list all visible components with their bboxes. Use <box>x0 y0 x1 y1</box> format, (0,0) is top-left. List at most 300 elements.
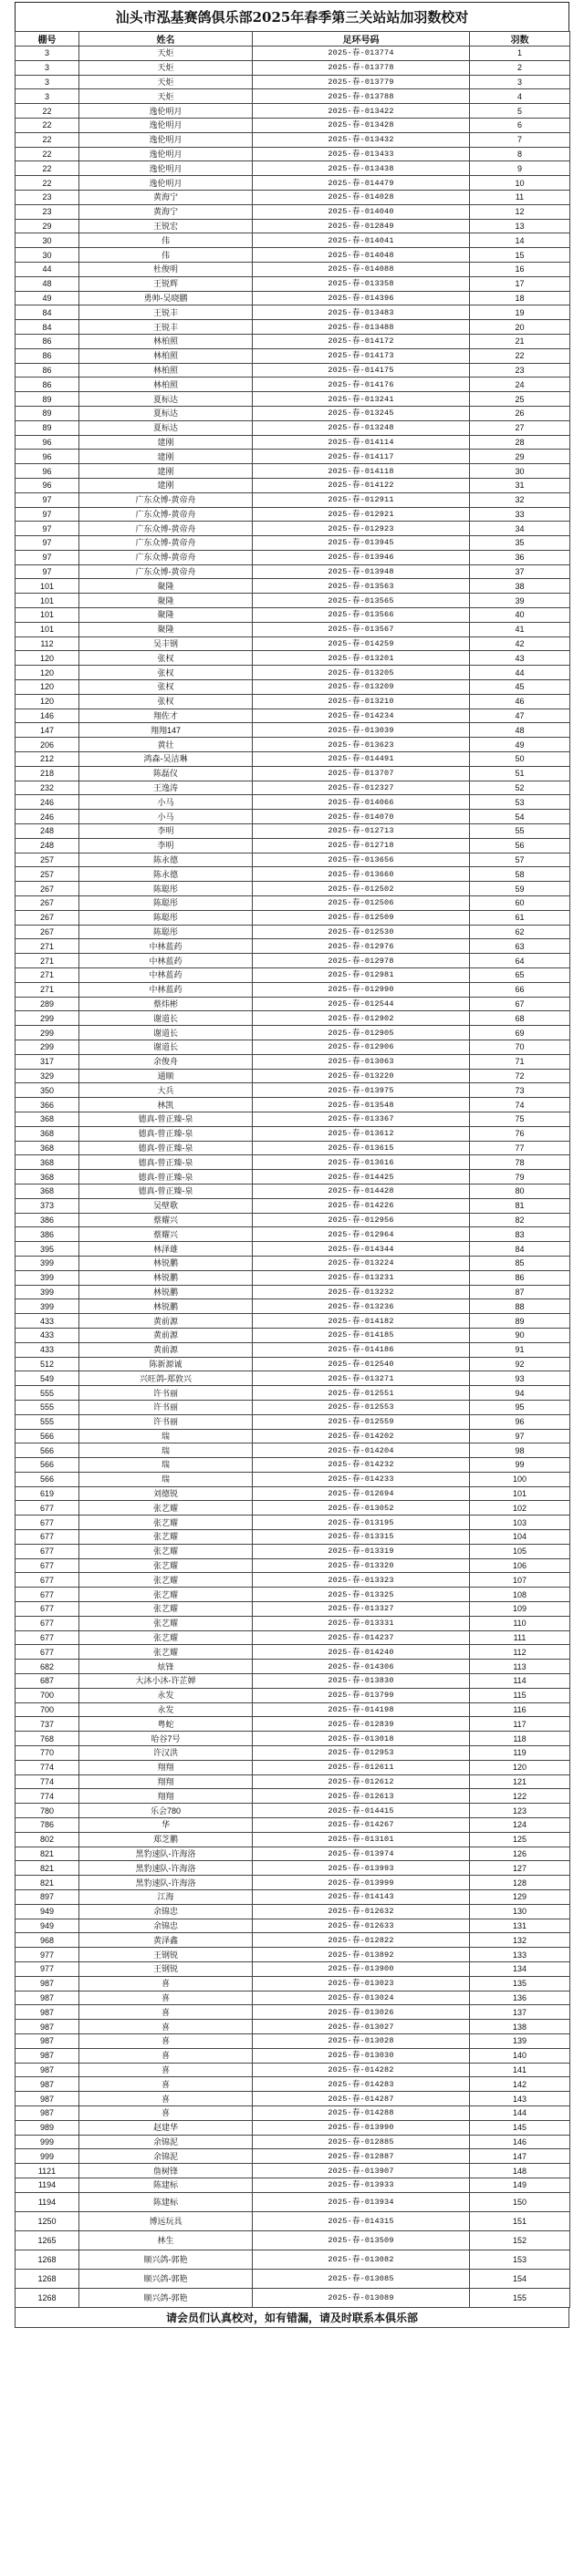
name-cell: 伟 <box>79 233 253 248</box>
count-cell: 31 <box>470 478 570 492</box>
count-cell: 98 <box>470 1443 570 1458</box>
name-cell: 广东众博-黄帝舟 <box>79 522 253 536</box>
loft-number-cell: 555 <box>16 1400 79 1414</box>
loft-number-cell: 687 <box>16 1674 79 1689</box>
table-row <box>16 47 570 61</box>
name-cell: 喜 <box>79 1976 253 1991</box>
table-row <box>16 1299 570 1314</box>
ring-number-cell: 2025-春-013323 <box>253 1573 470 1588</box>
name-cell: 黄泽鑫 <box>79 1933 253 1948</box>
ring-number-cell: 2025-春-013232 <box>253 1285 470 1299</box>
ring-number-cell: 2025-春-012976 <box>253 939 470 954</box>
ring-number-cell: 2025-春-012559 <box>253 1414 470 1429</box>
count-cell: 137 <box>470 2005 570 2020</box>
ring-number-cell: 2025-春-013656 <box>253 853 470 867</box>
loft-number-cell: 112 <box>16 636 79 651</box>
name-cell: 德真-曾正臻-泉 <box>79 1126 253 1141</box>
loft-number-cell: 1194 <box>16 2192 79 2211</box>
table-row <box>16 824 570 839</box>
loft-number-cell: 299 <box>16 1011 79 1026</box>
count-cell: 40 <box>470 608 570 623</box>
table-row <box>16 1660 570 1674</box>
count-cell: 18 <box>470 291 570 305</box>
header-count: 羽数 <box>470 32 570 47</box>
name-cell: 聚隆 <box>79 579 253 594</box>
count-cell: 2 <box>470 60 570 75</box>
ring-number-cell: 2025-春-014234 <box>253 709 470 723</box>
name-cell: 逸伦明月 <box>79 118 253 132</box>
loft-number-cell: 22 <box>16 118 79 132</box>
count-cell: 136 <box>470 1991 570 2005</box>
name-cell: 顺兴鸽-郭艳 <box>79 2269 253 2288</box>
loft-number-cell: 677 <box>16 1501 79 1516</box>
count-cell: 41 <box>470 622 570 636</box>
loft-number-cell: 977 <box>16 1961 79 1976</box>
table-row <box>16 896 570 911</box>
table-row <box>16 2192 570 2211</box>
count-cell: 30 <box>470 464 570 479</box>
table-row <box>16 2077 570 2092</box>
count-cell: 91 <box>470 1342 570 1357</box>
loft-number-cell: 549 <box>16 1371 79 1386</box>
count-cell: 12 <box>470 204 570 219</box>
count-cell: 150 <box>470 2192 570 2211</box>
table-row <box>16 378 570 392</box>
count-cell: 5 <box>470 104 570 119</box>
ring-number-cell: 2025-春-014182 <box>253 1314 470 1329</box>
ring-number-cell: 2025-春-013438 <box>253 161 470 176</box>
name-cell: 小马 <box>79 810 253 824</box>
table-row <box>16 204 570 219</box>
count-cell: 96 <box>470 1414 570 1429</box>
count-cell: 55 <box>470 824 570 839</box>
ring-number-cell: 2025-春-013358 <box>253 276 470 291</box>
count-cell: 138 <box>470 2020 570 2034</box>
count-cell: 153 <box>470 2250 570 2269</box>
count-cell: 122 <box>470 1789 570 1804</box>
loft-number-cell: 999 <box>16 2135 79 2149</box>
loft-number-cell: 267 <box>16 910 79 925</box>
ring-number-cell: 2025-春-014415 <box>253 1804 470 1818</box>
count-cell: 94 <box>470 1386 570 1401</box>
table-row <box>16 75 570 89</box>
name-cell: 博远玩具 <box>79 2211 253 2230</box>
loft-number-cell: 22 <box>16 132 79 147</box>
count-cell: 147 <box>470 2149 570 2164</box>
name-cell: 张艺耀 <box>79 1630 253 1645</box>
ring-number-cell: 2025-春-013195 <box>253 1516 470 1530</box>
name-cell: 喜 <box>79 2077 253 2092</box>
loft-number-cell: 987 <box>16 2048 79 2063</box>
loft-number-cell: 96 <box>16 435 79 450</box>
table-row <box>16 1702 570 1717</box>
count-cell: 63 <box>470 939 570 954</box>
loft-number-cell: 512 <box>16 1357 79 1371</box>
ring-number-cell: 2025-春-014306 <box>253 1660 470 1674</box>
table-row <box>16 738 570 752</box>
ring-number-cell: 2025-春-013933 <box>253 2178 470 2192</box>
loft-number-cell: 212 <box>16 752 79 767</box>
name-cell: 陈建标 <box>79 2178 253 2192</box>
table-row <box>16 1472 570 1486</box>
loft-number-cell: 774 <box>16 1789 79 1804</box>
ring-number-cell: 2025-春-014118 <box>253 464 470 479</box>
table-row <box>16 2178 570 2192</box>
table-row <box>16 680 570 695</box>
table-row <box>16 954 570 968</box>
count-cell: 124 <box>470 1818 570 1833</box>
ring-number-cell: 2025-春-014175 <box>253 363 470 378</box>
count-cell: 56 <box>470 838 570 853</box>
name-cell: 德真-曾正臻-泉 <box>79 1112 253 1126</box>
name-cell: 郑芝鹏 <box>79 1832 253 1847</box>
table-row <box>16 1804 570 1818</box>
name-cell: 陈永德 <box>79 853 253 867</box>
loft-number-cell: 89 <box>16 406 79 420</box>
table-row <box>16 1170 570 1185</box>
count-cell: 140 <box>470 2048 570 2063</box>
ring-number-cell: 2025-春-012849 <box>253 219 470 233</box>
ring-number-cell: 2025-春-012902 <box>253 1011 470 1026</box>
ring-number-cell: 2025-春-013224 <box>253 1256 470 1270</box>
count-cell: 112 <box>470 1645 570 1660</box>
table-row <box>16 867 570 882</box>
table-row <box>16 838 570 853</box>
count-cell: 19 <box>470 305 570 320</box>
ring-number-cell: 2025-春-014088 <box>253 262 470 276</box>
name-cell: 刘德锐 <box>79 1486 253 1501</box>
ring-number-cell: 2025-春-013026 <box>253 2005 470 2020</box>
loft-number-cell: 786 <box>16 1818 79 1833</box>
ring-number-cell: 2025-春-013027 <box>253 2020 470 2034</box>
ring-number-cell: 2025-春-013548 <box>253 1098 470 1112</box>
table-row <box>16 910 570 925</box>
ring-number-cell: 2025-春-012613 <box>253 1789 470 1804</box>
table-row <box>16 564 570 579</box>
loft-number-cell: 97 <box>16 564 79 579</box>
ring-number-cell: 2025-春-013367 <box>253 1112 470 1126</box>
loft-number-cell: 1268 <box>16 2269 79 2288</box>
name-cell: 喜 <box>79 2020 253 2034</box>
count-cell: 87 <box>470 1285 570 1299</box>
count-cell: 78 <box>470 1155 570 1170</box>
loft-number-cell: 48 <box>16 276 79 291</box>
table-row <box>16 1242 570 1257</box>
loft-number-cell: 999 <box>16 2149 79 2164</box>
table-row <box>16 550 570 564</box>
name-cell: 吴壁歌 <box>79 1198 253 1213</box>
loft-number-cell: 368 <box>16 1184 79 1198</box>
loft-number-cell: 218 <box>16 766 79 781</box>
name-cell: 张艺耀 <box>79 1516 253 1530</box>
loft-number-cell: 232 <box>16 781 79 795</box>
ring-number-cell: 2025-春-014186 <box>253 1342 470 1357</box>
ring-number-cell: 2025-春-013660 <box>253 867 470 882</box>
table-row <box>16 1342 570 1357</box>
loft-number-cell: 987 <box>16 2105 79 2120</box>
ring-number-cell: 2025-春-012911 <box>253 492 470 507</box>
name-cell: 瑞 <box>79 1429 253 1443</box>
ring-number-cell: 2025-春-013946 <box>253 550 470 564</box>
count-cell: 74 <box>470 1098 570 1112</box>
loft-number-cell: 399 <box>16 1285 79 1299</box>
count-cell: 62 <box>470 925 570 939</box>
count-cell: 20 <box>470 320 570 335</box>
loft-number-cell: 433 <box>16 1328 79 1342</box>
name-cell: 黄海宁 <box>79 204 253 219</box>
loft-number-cell: 368 <box>16 1170 79 1185</box>
table-row <box>16 1991 570 2005</box>
loft-number-cell: 1250 <box>16 2211 79 2230</box>
count-cell: 83 <box>470 1227 570 1242</box>
name-cell: 逸伦明月 <box>79 161 253 176</box>
table-row <box>16 1948 570 1962</box>
name-cell: 王锐辉 <box>79 276 253 291</box>
ring-number-cell: 2025-春-013319 <box>253 1544 470 1558</box>
loft-number-cell: 677 <box>16 1558 79 1573</box>
ring-number-cell: 2025-春-014283 <box>253 2077 470 2092</box>
table-row <box>16 1054 570 1069</box>
ring-number-cell: 2025-春-014070 <box>253 810 470 824</box>
name-cell: 林锐鹏 <box>79 1299 253 1314</box>
count-cell: 23 <box>470 363 570 378</box>
loft-number-cell: 987 <box>16 1991 79 2005</box>
ring-number-cell: 2025-春-013063 <box>253 1054 470 1069</box>
count-cell: 113 <box>470 1660 570 1674</box>
ring-number-cell: 2025-春-013830 <box>253 1674 470 1689</box>
count-cell: 38 <box>470 579 570 594</box>
ring-number-cell: 2025-春-012953 <box>253 1746 470 1761</box>
count-cell: 115 <box>470 1688 570 1702</box>
name-cell: 炫锋 <box>79 1660 253 1674</box>
loft-number-cell: 84 <box>16 320 79 335</box>
table-row <box>16 1847 570 1861</box>
name-cell: 陈聪彤 <box>79 925 253 939</box>
loft-number-cell: 949 <box>16 1919 79 1933</box>
loft-number-cell: 30 <box>16 248 79 263</box>
results-table <box>15 31 570 2308</box>
loft-number-cell: 23 <box>16 204 79 219</box>
name-cell: 天炬 <box>79 47 253 61</box>
name-cell: 鸿森-吴洁琳 <box>79 752 253 767</box>
count-cell: 76 <box>470 1126 570 1141</box>
ring-number-cell: 2025-春-014428 <box>253 1184 470 1198</box>
ring-number-cell: 2025-春-013433 <box>253 147 470 161</box>
ring-number-cell: 2025-春-012633 <box>253 1919 470 1933</box>
count-cell: 149 <box>470 2178 570 2192</box>
loft-number-cell: 248 <box>16 824 79 839</box>
name-cell: 林泽雄 <box>79 1242 253 1257</box>
name-cell: 顺兴鸽-郭艳 <box>79 2250 253 2269</box>
table-row <box>16 982 570 997</box>
count-cell: 90 <box>470 1328 570 1342</box>
table-row <box>16 1832 570 1847</box>
ring-number-cell: 2025-春-013488 <box>253 320 470 335</box>
table-row <box>16 363 570 378</box>
name-cell: 林锐鹏 <box>79 1270 253 1285</box>
name-cell: 喜 <box>79 2092 253 2106</box>
count-cell: 73 <box>470 1083 570 1098</box>
table-row <box>16 1400 570 1414</box>
table-row <box>16 1026 570 1040</box>
table-row <box>16 1961 570 1976</box>
name-cell: 余俊舟 <box>79 1054 253 1069</box>
loft-number-cell: 267 <box>16 896 79 911</box>
count-cell: 99 <box>470 1458 570 1473</box>
table-row <box>16 2005 570 2020</box>
table-row <box>16 1486 570 1501</box>
name-cell: 黑豹速队-许海洛 <box>79 1847 253 1861</box>
loft-number-cell: 22 <box>16 176 79 191</box>
ring-number-cell: 2025-春-012612 <box>253 1774 470 1789</box>
count-cell: 75 <box>470 1112 570 1126</box>
table-row <box>16 1818 570 1833</box>
ring-number-cell: 2025-春-012509 <box>253 910 470 925</box>
name-cell: 中林蓝药 <box>79 982 253 997</box>
count-cell: 133 <box>470 1948 570 1962</box>
ring-number-cell: 2025-春-014066 <box>253 795 470 810</box>
ring-number-cell: 2025-春-012887 <box>253 2149 470 2164</box>
loft-number-cell: 989 <box>16 2120 79 2135</box>
loft-number-cell: 271 <box>16 939 79 954</box>
table-row <box>16 147 570 161</box>
name-cell: 赵建华 <box>79 2120 253 2135</box>
count-cell: 129 <box>470 1890 570 1905</box>
table-row <box>16 1760 570 1774</box>
table-row <box>16 766 570 781</box>
count-cell: 106 <box>470 1558 570 1573</box>
table-row <box>16 1890 570 1905</box>
ring-number-cell: 2025-春-013892 <box>253 1948 470 1962</box>
name-cell: 张艺耀 <box>79 1602 253 1617</box>
loft-number-cell: 86 <box>16 363 79 378</box>
ring-number-cell: 2025-春-013509 <box>253 2230 470 2250</box>
count-cell: 36 <box>470 550 570 564</box>
name-cell: 谢道长 <box>79 1011 253 1026</box>
loft-number-cell: 271 <box>16 968 79 983</box>
table-row <box>16 305 570 320</box>
table-row <box>16 406 570 420</box>
loft-number-cell: 101 <box>16 579 79 594</box>
ring-number-cell: 2025-春-012981 <box>253 968 470 983</box>
ring-number-cell: 2025-春-013907 <box>253 2164 470 2178</box>
loft-number-cell: 987 <box>16 2063 79 2077</box>
name-cell: 广东众博-黄帝舟 <box>79 564 253 579</box>
ring-number-cell: 2025-春-014117 <box>253 450 470 464</box>
name-cell: 余锦忠 <box>79 1904 253 1919</box>
loft-number-cell: 1265 <box>16 2230 79 2250</box>
loft-number-cell: 897 <box>16 1890 79 1905</box>
table-row <box>16 1414 570 1429</box>
name-cell: 谢道长 <box>79 1026 253 1040</box>
ring-number-cell: 2025-春-013975 <box>253 1083 470 1098</box>
name-cell: 张艺耀 <box>79 1501 253 1516</box>
loft-number-cell: 317 <box>16 1054 79 1069</box>
table-row <box>16 1616 570 1630</box>
name-cell: 张权 <box>79 694 253 709</box>
ring-number-cell: 2025-春-012822 <box>253 1933 470 1948</box>
count-cell: 135 <box>470 1976 570 1991</box>
table-row <box>16 651 570 666</box>
loft-number-cell: 246 <box>16 810 79 824</box>
count-cell: 127 <box>470 1861 570 1876</box>
count-cell: 44 <box>470 666 570 680</box>
name-cell: 王锐丰 <box>79 305 253 320</box>
loft-number-cell: 987 <box>16 1976 79 1991</box>
count-cell: 100 <box>470 1472 570 1486</box>
table-row <box>16 334 570 348</box>
ring-number-cell: 2025-春-013205 <box>253 666 470 680</box>
ring-number-cell: 2025-春-014040 <box>253 204 470 219</box>
count-cell: 69 <box>470 1026 570 1040</box>
loft-number-cell: 682 <box>16 1660 79 1674</box>
ring-number-cell: 2025-春-013231 <box>253 1270 470 1285</box>
ring-number-cell: 2025-春-013327 <box>253 1602 470 1617</box>
count-cell: 107 <box>470 1573 570 1588</box>
table-row <box>16 1098 570 1112</box>
name-cell: 黑豹速队-许海洛 <box>79 1861 253 1876</box>
loft-number-cell: 101 <box>16 594 79 608</box>
ring-number-cell: 2025-春-013779 <box>253 75 470 89</box>
name-cell: 黄壮 <box>79 738 253 752</box>
name-cell: 陈新源诚 <box>79 1357 253 1371</box>
name-cell: 建刚 <box>79 435 253 450</box>
table-row <box>16 2250 570 2269</box>
ring-number-cell: 2025-春-013210 <box>253 694 470 709</box>
table-row <box>16 1688 570 1702</box>
loft-number-cell: 289 <box>16 997 79 1011</box>
ring-number-cell: 2025-春-014287 <box>253 2092 470 2106</box>
table-row <box>16 1976 570 1991</box>
ring-number-cell: 2025-春-013565 <box>253 594 470 608</box>
name-cell: 许汉洪 <box>79 1746 253 1761</box>
table-row <box>16 420 570 435</box>
ring-number-cell: 2025-春-013331 <box>253 1616 470 1630</box>
table-row <box>16 2048 570 2063</box>
ring-number-cell: 2025-春-013799 <box>253 1688 470 1702</box>
count-cell: 109 <box>470 1602 570 1617</box>
count-cell: 25 <box>470 392 570 407</box>
loft-number-cell: 97 <box>16 536 79 551</box>
loft-number-cell: 433 <box>16 1314 79 1329</box>
loft-number-cell: 271 <box>16 982 79 997</box>
count-cell: 53 <box>470 795 570 810</box>
ring-number-cell: 2025-春-012694 <box>253 1486 470 1501</box>
loft-number-cell: 3 <box>16 89 79 104</box>
header-row <box>16 32 570 47</box>
table-row <box>16 1544 570 1558</box>
name-cell: 许书丽 <box>79 1400 253 1414</box>
name-cell: 广东众博-黄帝舟 <box>79 492 253 507</box>
count-cell: 148 <box>470 2164 570 2178</box>
ring-number-cell: 2025-春-014267 <box>253 1818 470 1833</box>
ring-number-cell: 2025-春-012506 <box>253 896 470 911</box>
count-cell: 64 <box>470 954 570 968</box>
ring-number-cell: 2025-春-012327 <box>253 781 470 795</box>
loft-number-cell: 821 <box>16 1861 79 1876</box>
name-cell: 翔翔 <box>79 1760 253 1774</box>
ring-number-cell: 2025-春-012956 <box>253 1213 470 1227</box>
ring-number-cell: 2025-春-013778 <box>253 60 470 75</box>
name-cell: 天炬 <box>79 60 253 75</box>
ring-number-cell: 2025-春-014048 <box>253 248 470 263</box>
name-cell: 林生 <box>79 2230 253 2250</box>
table-row <box>16 219 570 233</box>
ring-number-cell: 2025-春-012540 <box>253 1357 470 1371</box>
name-cell: 德真-曾正臻-泉 <box>79 1141 253 1155</box>
count-cell: 132 <box>470 1933 570 1948</box>
table-row <box>16 752 570 767</box>
